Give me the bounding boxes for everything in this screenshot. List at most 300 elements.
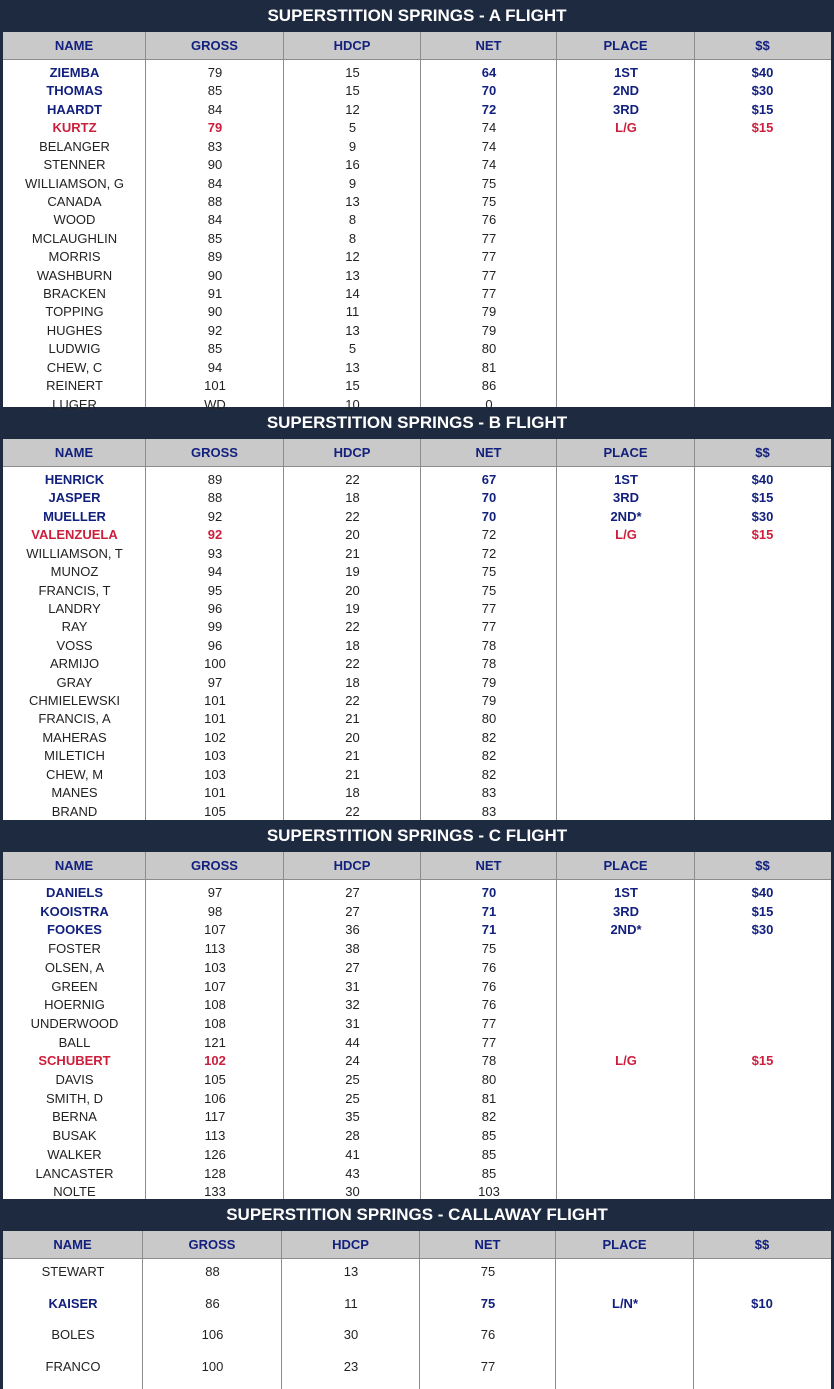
column-header-name: NAME: [3, 1231, 143, 1258]
cell-place: [557, 996, 695, 1013]
cell-gross: 88: [205, 1264, 220, 1279]
cell-money: [695, 996, 830, 1013]
cell-place: [557, 940, 695, 957]
cell-net: 77: [481, 267, 497, 283]
cell-gross: 85: [207, 230, 223, 246]
cell-gross: 100: [204, 656, 226, 672]
cell-gross: 98: [207, 903, 223, 919]
cell-hdcp: 11: [345, 304, 360, 320]
cell-gross: 102: [204, 729, 226, 745]
cell-gross: 92: [207, 322, 223, 338]
cell-hdcp: 32: [345, 997, 360, 1013]
cell-name: BRACKEN: [43, 286, 106, 302]
cell-hdcp: 9: [348, 175, 357, 191]
cell-name: GRAY: [56, 674, 93, 690]
cell-place: [557, 322, 695, 339]
cell-hdcp: 22: [345, 619, 360, 635]
cell-gross: 97: [207, 674, 223, 690]
cell-gross: 79: [207, 120, 223, 136]
cell-place: [557, 674, 695, 691]
cell-hdcp: 18: [345, 490, 360, 506]
cell-net: 78: [481, 1053, 497, 1069]
cell-money: [695, 340, 830, 357]
cell-name: MAHERAS: [42, 729, 107, 745]
cell-net: 79: [481, 674, 497, 690]
cell-hdcp: 19: [345, 564, 360, 580]
cell-gross: 79: [207, 65, 223, 80]
cell-gross: 84: [207, 212, 223, 228]
cell-place: [557, 710, 695, 727]
cell-net: 75: [480, 1295, 496, 1311]
cell-money: [695, 1183, 830, 1200]
cell-gross: 92: [207, 508, 223, 524]
table-body: [3, 467, 831, 821]
cell-money: $15: [751, 1053, 774, 1069]
cell-place: [557, 1034, 695, 1051]
cell-money: [695, 285, 830, 302]
cell-name: ZIEMBA: [49, 65, 100, 80]
column-header-money: $$: [755, 38, 770, 53]
cell-hdcp: 14: [345, 286, 360, 302]
cell-money: $40: [751, 472, 774, 487]
cell-hdcp: 24: [345, 1053, 360, 1069]
cell-money: $15: [751, 490, 774, 506]
cell-money: [695, 396, 830, 413]
cell-place: [556, 1326, 694, 1343]
cell-gross: 84: [207, 175, 223, 191]
results-table: [3, 32, 831, 414]
cell-hdcp: 21: [345, 545, 360, 561]
flight-section: [0, 1199, 834, 1389]
table-body: [3, 880, 831, 1202]
cell-place: [557, 340, 695, 357]
cell-money: [694, 1263, 830, 1280]
cell-hdcp: 18: [345, 674, 360, 690]
flight-title: SUPERSTITION SPRINGS - C FLIGHT: [0, 820, 834, 852]
cell-name: MUNOZ: [50, 564, 99, 580]
cell-money: [695, 1165, 830, 1182]
cell-net: 74: [481, 138, 497, 154]
cell-name: RAY: [61, 619, 88, 635]
cell-money: [695, 377, 830, 394]
cell-hdcp: 27: [345, 959, 360, 975]
cell-gross: 101: [204, 693, 226, 709]
cell-name: LANCASTER: [35, 1165, 114, 1181]
column-header-hdcp: HDCP: [282, 1231, 420, 1258]
cell-place: [557, 978, 695, 995]
cell-name: OLSEN, A: [44, 959, 105, 975]
cell-net: 72: [481, 527, 497, 543]
cell-net: 77: [481, 286, 497, 302]
cell-net: 71: [481, 903, 497, 919]
cell-hdcp: 25: [345, 1090, 360, 1106]
cell-net: 77: [481, 230, 497, 246]
cell-gross: 83: [207, 138, 223, 154]
cell-name: CHMIELEWSKI: [28, 693, 120, 709]
cell-net: 85: [481, 1146, 497, 1162]
cell-hdcp: 13: [345, 267, 360, 283]
cell-money: [695, 563, 830, 580]
cell-hdcp: 18: [345, 785, 360, 801]
cell-money: $40: [751, 885, 774, 900]
cell-place: [557, 747, 695, 764]
cell-name: BUSAK: [52, 1128, 97, 1144]
column-header-hdcp: HDCP: [284, 852, 421, 879]
cell-hdcp: 22: [345, 693, 360, 709]
cell-hdcp: 16: [345, 157, 360, 173]
cell-net: 80: [481, 1072, 497, 1088]
flight-section: [0, 407, 834, 821]
cell-net: 76: [481, 212, 497, 228]
column-header-money: $$: [755, 445, 770, 460]
cell-hdcp: 12: [345, 101, 360, 117]
cell-money: $15: [751, 101, 774, 117]
cell-money: $30: [751, 922, 774, 938]
cell-net: 80: [481, 711, 497, 727]
table-body: [3, 1259, 831, 1389]
cell-name: MORRIS: [48, 249, 101, 265]
column-header-net: NET: [420, 1231, 556, 1258]
cell-name: BERNA: [52, 1109, 97, 1125]
cell-place: [557, 377, 695, 394]
cell-money: [695, 138, 830, 155]
cell-hdcp: 35: [345, 1109, 360, 1125]
cell-hdcp: 21: [345, 711, 360, 727]
cell-hdcp: 21: [345, 766, 360, 782]
column-header-money: $$: [755, 858, 770, 873]
cell-name: MILETICH: [44, 748, 105, 764]
cell-place: [557, 959, 695, 976]
cell-hdcp: 22: [345, 472, 360, 487]
cell-hdcp: 15: [345, 65, 360, 80]
cell-money: [695, 1034, 830, 1051]
cell-place: [557, 692, 695, 709]
cell-place: [557, 729, 695, 746]
column-header-hdcp: HDCP: [284, 32, 421, 59]
cell-hdcp: 13: [345, 359, 360, 375]
cell-gross: 101: [204, 378, 226, 394]
cell-name: DAVIS: [55, 1072, 94, 1088]
cell-net: 103: [478, 1184, 500, 1200]
cell-money: [695, 1146, 830, 1163]
cell-name: LUDWIG: [48, 341, 101, 357]
table-header: [3, 852, 831, 880]
cell-money: [695, 1071, 830, 1088]
cell-money: $40: [751, 65, 774, 80]
cell-gross: 86: [205, 1295, 220, 1311]
cell-gross: 100: [201, 1358, 224, 1374]
cell-gross: 95: [207, 582, 223, 598]
flight-section: [0, 0, 834, 414]
cell-gross: 89: [207, 472, 223, 487]
cell-place: 1ST: [614, 472, 638, 487]
cell-net: 77: [481, 1034, 497, 1050]
cell-money: $15: [751, 120, 774, 136]
cell-net: 74: [481, 120, 497, 136]
cell-name: LUGER: [52, 396, 97, 412]
cell-place: [557, 1127, 695, 1144]
cell-gross: 101: [204, 785, 226, 801]
cell-gross: 88: [207, 490, 223, 506]
cell-net: 75: [481, 941, 497, 957]
cell-hdcp: 30: [343, 1327, 359, 1342]
cell-name: VOSS: [56, 637, 93, 653]
cell-place: [557, 138, 695, 155]
cell-hdcp: 22: [345, 656, 360, 672]
cell-net: 75: [481, 564, 497, 580]
flight-title: SUPERSTITION SPRINGS - B FLIGHT: [0, 407, 834, 439]
cell-money: [695, 784, 830, 801]
cell-gross: 107: [204, 978, 226, 994]
cell-hdcp: 22: [345, 508, 360, 524]
cell-money: $15: [751, 527, 774, 543]
cell-net: 83: [481, 785, 497, 801]
table-header: [3, 439, 831, 467]
cell-hdcp: 15: [345, 378, 360, 394]
cell-place: 3RD: [612, 490, 639, 506]
cell-money: [695, 545, 830, 562]
column-header-gross: GROSS: [146, 32, 284, 59]
cell-place: 2ND: [612, 83, 639, 99]
cell-gross: 106: [204, 1090, 226, 1106]
cell-hdcp: 13: [343, 1264, 359, 1279]
cell-net: 0: [485, 396, 493, 412]
cell-place: [557, 784, 695, 801]
cell-place: [557, 545, 695, 562]
cell-gross: 105: [204, 803, 226, 819]
cell-money: [695, 729, 830, 746]
cell-net: 70: [481, 83, 497, 99]
cell-net: 86: [481, 378, 497, 394]
cell-name: MCLAUGHLIN: [31, 230, 118, 246]
cell-gross: 128: [204, 1165, 226, 1181]
cell-money: [695, 267, 830, 284]
cell-hdcp: 18: [345, 637, 360, 653]
cell-net: 81: [481, 359, 497, 375]
cell-name: STEWART: [41, 1264, 105, 1279]
cell-name: HUGHES: [46, 322, 103, 338]
cell-money: [695, 655, 830, 672]
cell-hdcp: 11: [344, 1295, 358, 1311]
cell-money: [695, 1108, 830, 1125]
cell-money: $10: [751, 1295, 773, 1311]
column-header-gross: GROSS: [146, 852, 284, 879]
column-header-place: PLACE: [557, 852, 695, 879]
cell-money: [695, 940, 830, 957]
cell-money: [695, 959, 830, 976]
cell-gross: 108: [204, 1015, 226, 1031]
cell-gross: 85: [207, 83, 223, 99]
cell-gross: 94: [207, 564, 223, 580]
cell-place: 3RD: [612, 101, 639, 117]
cell-net: 82: [481, 748, 497, 764]
cell-money: [695, 766, 830, 783]
cell-place: [557, 655, 695, 672]
table-header: [3, 1231, 831, 1259]
cell-hdcp: 12: [345, 249, 360, 265]
cell-name: HAARDT: [47, 101, 102, 117]
cell-name: KOOISTRA: [40, 903, 109, 919]
cell-name: SMITH, D: [45, 1090, 104, 1106]
cell-gross: 103: [204, 766, 226, 782]
column-header-place: PLACE: [557, 32, 695, 59]
cell-name: MUELLER: [43, 508, 106, 524]
cell-place: 1ST: [614, 885, 638, 900]
cell-gross: 85: [207, 341, 223, 357]
flight-section: [0, 820, 834, 1202]
cell-money: [695, 803, 830, 820]
cell-net: 70: [481, 490, 497, 506]
cell-hdcp: 25: [345, 1072, 360, 1088]
cell-net: 77: [481, 249, 497, 265]
cell-money: [695, 582, 830, 599]
cell-place: [557, 175, 695, 192]
cell-money: [695, 710, 830, 727]
cell-money: [695, 175, 830, 192]
cell-name: VALENZUELA: [31, 527, 118, 543]
cell-net: 75: [481, 175, 497, 191]
cell-place: [557, 563, 695, 580]
cell-place: [557, 1183, 695, 1200]
cell-money: [695, 322, 830, 339]
cell-net: 76: [481, 997, 497, 1013]
cell-net: 77: [481, 619, 497, 635]
cell-hdcp: 21: [345, 748, 360, 764]
cell-name: FRANCIS, T: [38, 582, 111, 598]
cell-place: [557, 618, 695, 635]
cell-net: 72: [481, 101, 497, 117]
cell-hdcp: 31: [345, 1015, 360, 1031]
cell-place: [557, 1090, 695, 1107]
cell-place: [557, 359, 695, 376]
cell-gross: 103: [204, 959, 226, 975]
cell-gross: 101: [204, 711, 226, 727]
cell-name: HOERNIG: [44, 997, 105, 1013]
column-header-place: PLACE: [556, 1231, 694, 1258]
cell-gross: 113: [204, 941, 226, 957]
cell-net: 82: [481, 1109, 497, 1125]
cell-money: [694, 1326, 830, 1343]
cell-money: [695, 248, 830, 265]
cell-name: KURTZ: [52, 120, 97, 136]
cell-net: 75: [480, 1264, 496, 1279]
cell-name: DANIELS: [45, 885, 104, 900]
cell-name: MANES: [51, 785, 98, 801]
cell-hdcp: 23: [343, 1358, 359, 1374]
cell-hdcp: 44: [345, 1034, 360, 1050]
cell-money: [695, 637, 830, 654]
cell-money: [695, 230, 830, 247]
cell-money: [694, 1358, 830, 1375]
cell-hdcp: 41: [345, 1146, 360, 1162]
cell-net: 82: [481, 766, 497, 782]
cell-name: UNDERWOOD: [30, 1015, 119, 1031]
cell-hdcp: 13: [345, 193, 360, 209]
cell-gross: 126: [204, 1146, 226, 1162]
cell-place: [557, 1015, 695, 1032]
cell-name: HENRICK: [44, 472, 105, 487]
cell-hdcp: 8: [348, 212, 357, 228]
cell-place: [557, 230, 695, 247]
cell-gross: 90: [207, 157, 223, 173]
cell-net: 77: [481, 600, 497, 616]
cell-money: [695, 978, 830, 995]
cell-money: [695, 359, 830, 376]
cell-gross: 107: [204, 922, 226, 938]
cell-name: WILLIAMSON, T: [26, 545, 123, 561]
cell-net: 70: [481, 508, 497, 524]
cell-net: 80: [481, 341, 497, 357]
cell-hdcp: 30: [345, 1184, 360, 1200]
cell-gross: 96: [207, 637, 223, 653]
cell-name: JASPER: [48, 490, 101, 506]
cell-gross: WD: [204, 396, 226, 412]
cell-net: 67: [481, 472, 497, 487]
cell-place: L/G: [615, 527, 637, 543]
cell-gross: 93: [207, 545, 223, 561]
cell-place: L/N*: [612, 1295, 638, 1311]
cell-gross: 90: [207, 267, 223, 283]
cell-name: CHEW, M: [45, 766, 104, 782]
cell-gross: 97: [207, 885, 223, 900]
cell-net: 71: [481, 922, 497, 938]
cell-hdcp: 15: [345, 83, 360, 99]
cell-place: 2ND*: [610, 922, 642, 938]
cell-hdcp: 22: [345, 803, 360, 819]
column-header-name: NAME: [3, 852, 146, 879]
cell-place: [557, 211, 695, 228]
flight-title: SUPERSTITION SPRINGS - A FLIGHT: [0, 0, 834, 32]
cell-net: 77: [480, 1358, 496, 1374]
results-table: [3, 439, 831, 821]
table-header: [3, 32, 831, 60]
results-table: [3, 852, 831, 1202]
cell-money: [695, 1127, 830, 1144]
cell-name: REINERT: [46, 378, 103, 394]
cell-gross: 90: [207, 304, 223, 320]
cell-gross: 121: [204, 1034, 226, 1050]
cell-place: [557, 1146, 695, 1163]
cell-hdcp: 27: [345, 885, 360, 900]
cell-name: WASHBURN: [36, 267, 113, 283]
cell-gross: 113: [204, 1128, 226, 1144]
cell-name: NOLTE: [53, 1184, 96, 1200]
cell-hdcp: 8: [348, 230, 357, 246]
cell-place: [557, 1108, 695, 1125]
cell-net: 72: [481, 545, 497, 561]
cell-money: [695, 1090, 830, 1107]
cell-name: WILLIAMSON, G: [25, 175, 124, 191]
cell-hdcp: 20: [345, 527, 360, 543]
cell-gross: 94: [207, 359, 223, 375]
cell-name: TOPPING: [45, 304, 104, 320]
cell-place: 1ST: [614, 65, 638, 80]
cell-net: 79: [481, 304, 497, 320]
cell-gross: 117: [204, 1109, 226, 1125]
cell-place: [557, 1071, 695, 1088]
cell-name: CHEW, C: [46, 359, 103, 375]
cell-gross: 92: [207, 527, 223, 543]
cell-name: THOMAS: [46, 83, 103, 99]
cell-net: 77: [481, 1015, 497, 1031]
cell-hdcp: 31: [345, 978, 360, 994]
cell-net: 76: [481, 978, 497, 994]
column-header-place: PLACE: [557, 439, 695, 466]
cell-net: 85: [481, 1128, 497, 1144]
cell-gross: 91: [207, 286, 223, 302]
cell-gross: 84: [207, 101, 223, 117]
cell-name: FOOKES: [47, 922, 102, 938]
